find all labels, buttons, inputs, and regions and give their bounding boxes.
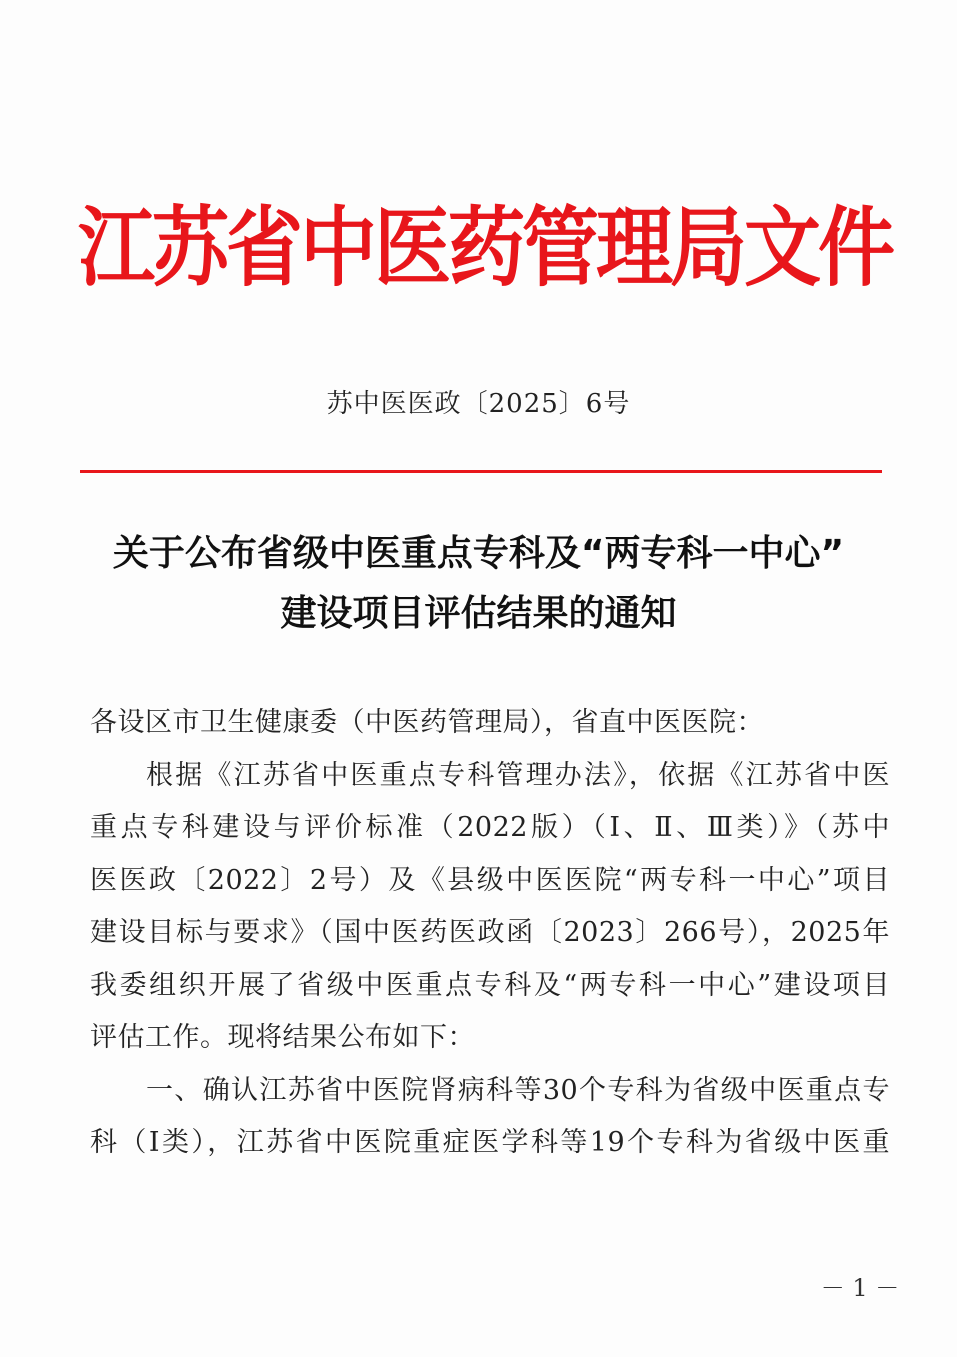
salutation: 各设区市卫生健康委（中医药管理局），省直中医医院： <box>90 707 764 738</box>
page-number: － 1 － <box>820 1274 900 1302</box>
notice-body <box>90 697 890 1170</box>
paragraph-2-line: 一、确认江苏省中医院肾病科等30个专科为省级中医重点专 <box>146 1074 890 1106</box>
document-number: 苏中医医政〔2025〕6号 <box>326 389 631 419</box>
paragraph-1-line: 根据《江苏省中医重点专科管理办法》，依据《江苏省中医 <box>146 759 890 791</box>
notice-title-line-2: 建设项目评估结果的通知 <box>280 593 677 634</box>
masthead-title: 江苏省中医药管理局文件 <box>78 199 892 299</box>
notice-title <box>40 524 917 644</box>
paragraph-1-line: 我委组织开展了省级中医重点专科及“两专科一中心”建设项目 <box>90 969 890 1001</box>
paragraph-1-line: 建设目标与要求》（国中医药医政函〔2023〕266号），2025年 <box>90 917 890 948</box>
paragraph-1-line: 医医政〔2022〕2号）及《县级中医医院“两专科一中心”项目 <box>90 864 890 896</box>
paragraph-2-line: 科（Ⅰ类），江苏省中医院重症医学科等19个专科为省级中医重 <box>90 1127 890 1158</box>
paragraph-1-line: 评估工作。现将结果公布如下： <box>90 1022 475 1053</box>
red-divider-line <box>80 470 882 473</box>
notice-title-line-1: 关于公布省级中医重点专科及“两专科一中心” <box>112 533 845 574</box>
paragraph-1-line: 重点专科建设与评价标准（2022版）（Ⅰ、Ⅱ、Ⅲ类）》（苏中 <box>90 812 890 843</box>
